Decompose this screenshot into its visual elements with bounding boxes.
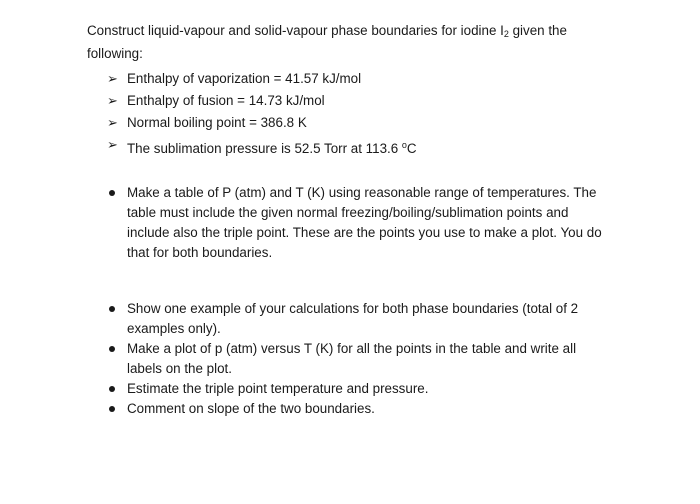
given-item-fusion <box>107 90 417 112</box>
task-list <box>107 299 607 419</box>
given-item-text: Normal boiling point = 386.8 K <box>127 115 307 130</box>
given-item-vaporization <box>107 68 417 90</box>
given-data-list <box>107 68 417 156</box>
intro-paragraph <box>87 21 607 64</box>
degree-superscript: o <box>401 140 407 150</box>
given-item-text: Enthalpy of vaporization = 41.57 kJ/mol <box>127 71 362 86</box>
arrow-bullet-icon: ➢ <box>107 71 118 86</box>
task-item-calculations <box>107 299 607 339</box>
task-item-slope <box>107 399 607 419</box>
task-item-plot <box>107 339 607 379</box>
arrow-bullet-icon: ➢ <box>107 137 118 152</box>
bullet-dot-icon <box>109 346 115 352</box>
table-task-list <box>107 183 607 263</box>
iodine-subscript: 2 <box>503 29 509 39</box>
task-item-text: Comment on slope of the two boundaries. <box>127 401 375 416</box>
task-item-text: Make a table of P (atm) and T (K) using reasonable range of temperatures. The table must include the given normal freezing/boiling/sublimation points and include also the triple point. These are the points you use to make a plot. You do that for both boundaries. <box>127 185 602 260</box>
task-item-table <box>107 183 607 263</box>
arrow-bullet-icon: ➢ <box>107 93 118 108</box>
bullet-dot-icon <box>109 406 115 412</box>
intro-text-end: given the following: <box>87 23 567 61</box>
task-item-text: Show one example of your calculations for both phase boundaries (total of 2 examples only). <box>127 301 579 336</box>
given-item-text: Enthalpy of fusion = 14.73 kJ/mol <box>127 93 325 108</box>
given-item-sublimation <box>107 134 417 156</box>
given-item-boiling-point <box>107 112 417 134</box>
arrow-bullet-icon: ➢ <box>107 115 118 130</box>
task-item-triple-point <box>107 379 607 399</box>
task-item-text: Estimate the triple point temperature and pressure. <box>127 381 429 396</box>
bullet-dot-icon <box>109 386 115 392</box>
bullet-dot-icon <box>109 306 115 312</box>
intro-text-start: Construct liquid-vapour and solid-vapour phase boundaries for iodine I <box>87 23 504 38</box>
task-item-text: Make a plot of p (atm) versus T (K) for all the points in the table and write all labels on the plot. <box>127 341 577 376</box>
given-item-text: The sublimation pressure is 52.5 Torr at 113.6 <box>127 141 402 156</box>
temperature-unit: C <box>406 141 417 156</box>
bullet-dot-icon <box>109 190 115 196</box>
